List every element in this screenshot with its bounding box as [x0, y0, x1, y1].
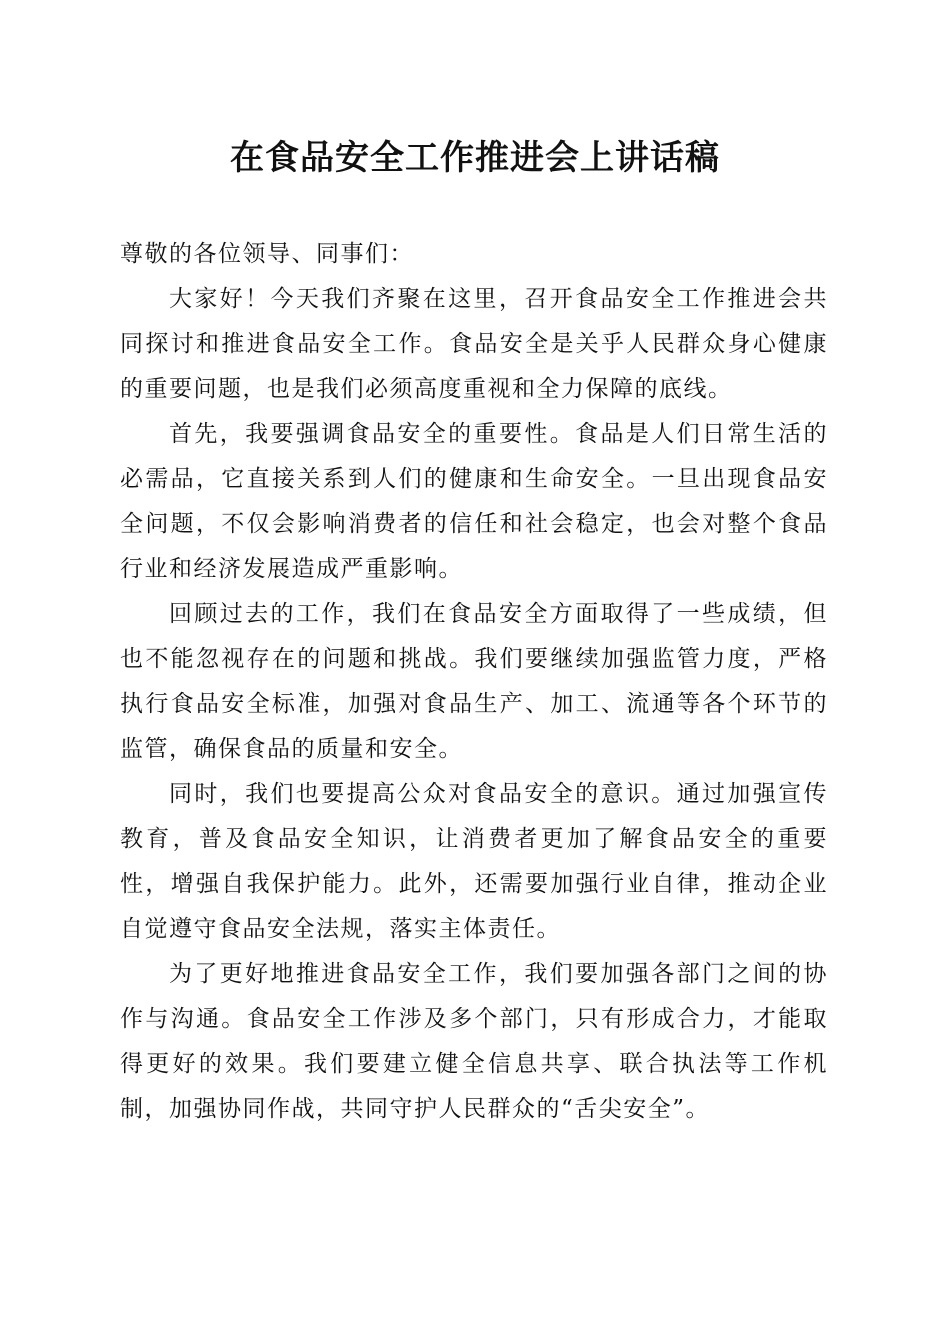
document-title: 在食品安全工作推进会上讲话稿 — [230, 138, 720, 178]
salutation: 尊敬的各位领导、同事们： — [120, 241, 414, 267]
document-body — [120, 232, 828, 1132]
paragraph-cooperation: 为了更好地推进食品安全工作，我们要加强各部门之间的协作与沟通。食品安全工作涉及多个部门，只有形成合力，才能取得更好的效果。我们要建立健全信息共享、联合执法等工作机制，加强协同作战，共同守护人民群众的“舌尖安全”。 — [120, 961, 828, 1122]
paragraph-awareness: 同时，我们也要提高公众对食品安全的意识。通过加强宣传教育，普及食品安全知识，让消费者更加了解食品安全的重要性，增强自我保护能力。此外，还需要加强行业自律，推动企业自觉遵守食品安全法规，落实主体责任。 — [120, 781, 828, 942]
paragraph-importance: 首先，我要强调食品安全的重要性。食品是人们日常生活的必需品，它直接关系到人们的健康和生命安全。一旦出现食品安全问题，不仅会影响消费者的信任和社会稳定，也会对整个食品行业和经济发展造成严重影响。 — [120, 421, 828, 582]
paragraph-review: 回顾过去的工作，我们在食品安全方面取得了一些成绩，但也不能忽视存在的问题和挑战。我们要继续加强监管力度，严格执行食品安全标准，加强对食品生产、加工、流通等各个环节的监管，确保食品的质量和安全。 — [120, 601, 828, 762]
paragraph-greeting: 大家好！今天我们齐聚在这里，召开食品安全工作推进会共同探讨和推进食品安全工作。食品安全是关乎人民群众身心健康的重要问题，也是我们必须高度重视和全力保障的底线。 — [120, 286, 828, 402]
